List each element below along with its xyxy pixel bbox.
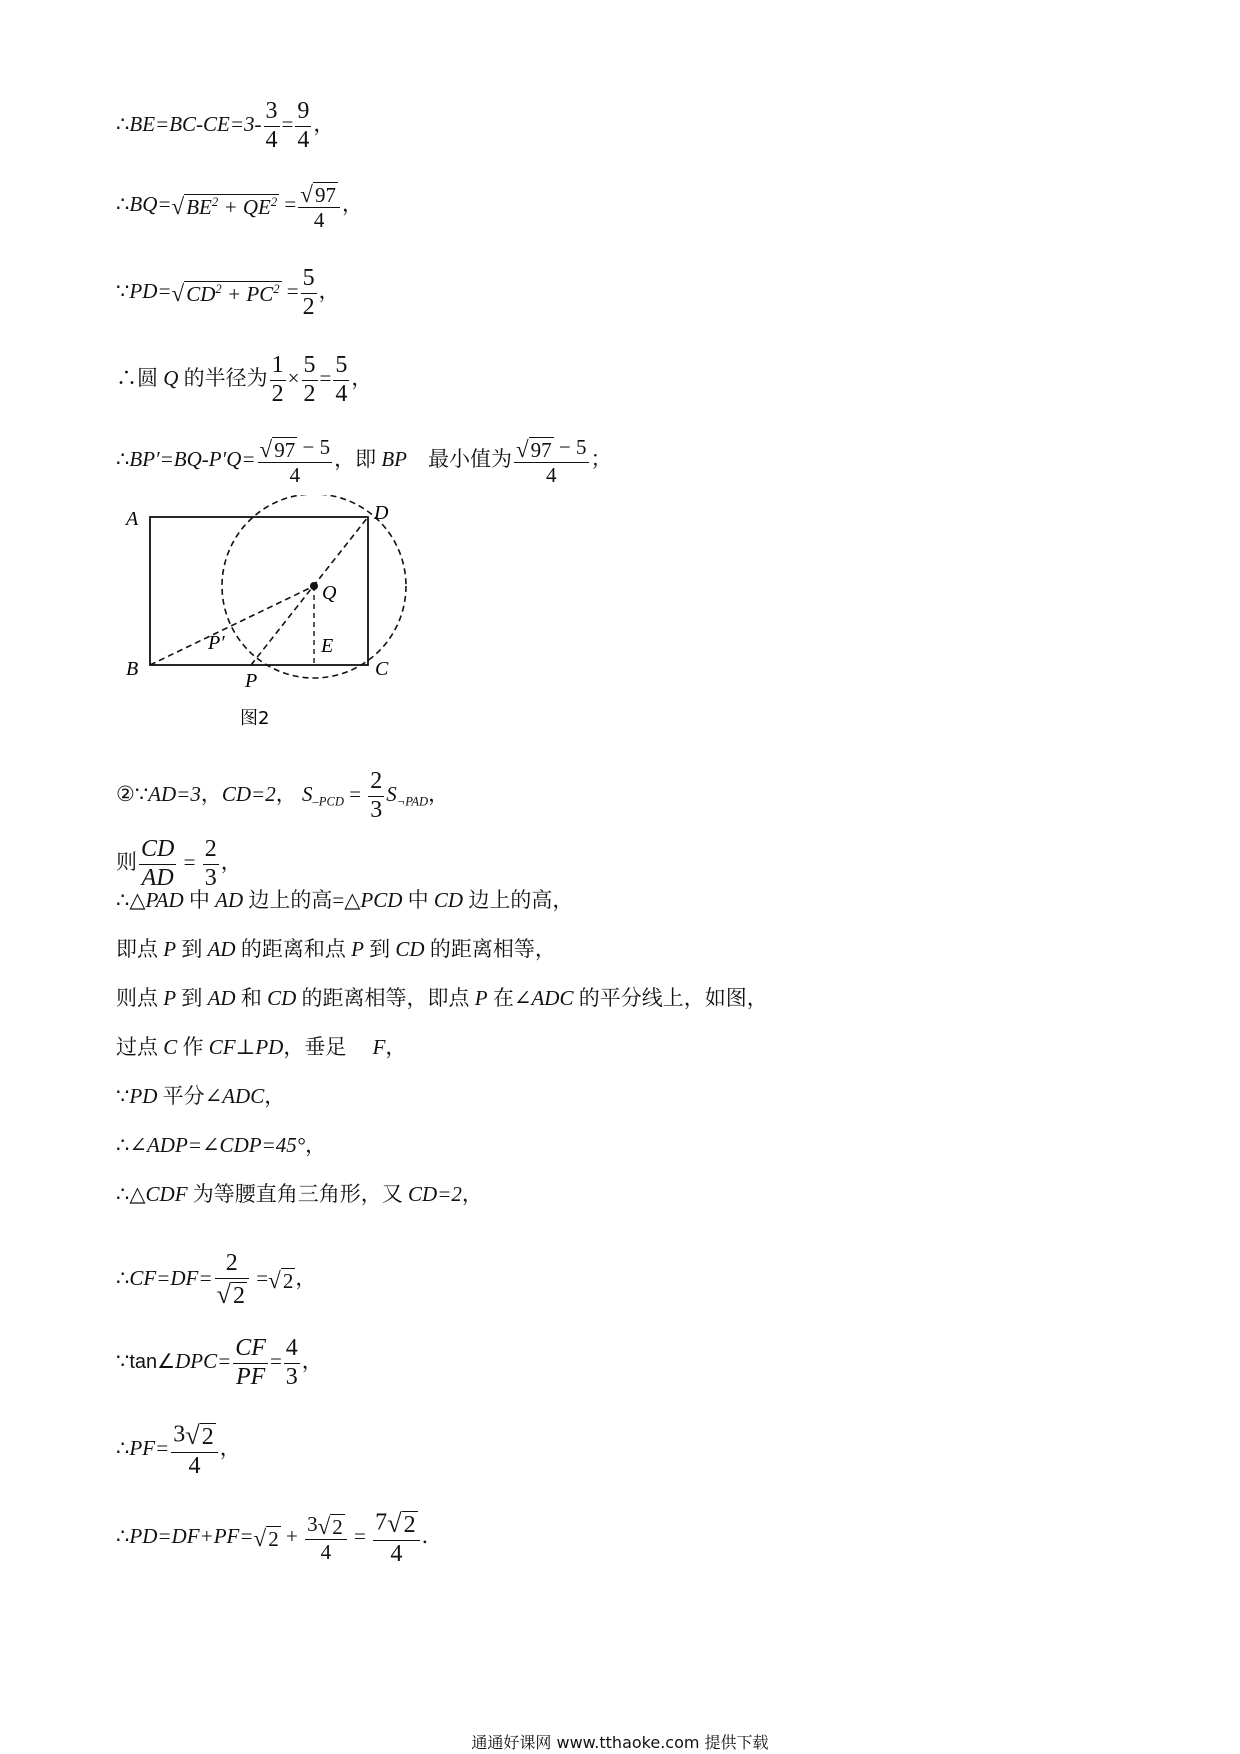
text: ，即 xyxy=(334,447,382,472)
therefore-symbol: ∴ xyxy=(116,111,130,136)
line-be xyxy=(116,98,334,154)
line-bq xyxy=(116,180,363,233)
label-e: E xyxy=(321,635,334,657)
fraction: $\frac{2}{3}$ xyxy=(370,768,383,823)
expr: BE=BC-CE=3- xyxy=(129,111,262,136)
line-radius xyxy=(116,352,372,408)
sqrt-expr: $√CD^2 + PC^2$ xyxy=(171,279,280,306)
label-pprime: P′ xyxy=(208,632,225,654)
text: 最小值为 xyxy=(406,447,512,472)
label-d: D xyxy=(374,502,389,524)
equals: = xyxy=(319,365,332,390)
fraction: $\frac{√97 - 5}{4}$ xyxy=(515,435,587,488)
line-cd-ad: 则 $\frac{CD}{AD}$ = $\frac{2}{3}$ ， xyxy=(116,836,242,891)
text: ②∵ xyxy=(116,781,149,806)
line-pd-bisects: ∵PD 平分∠ADC， xyxy=(116,1084,286,1108)
segment-pd xyxy=(251,517,368,665)
sqrt-expr: $√BE^2 + QE^2$ xyxy=(171,192,278,219)
label-c: C xyxy=(375,658,389,680)
line-cf-df: ∴CF=DF= $\frac{2}{√2}$ =√2， xyxy=(116,1250,317,1309)
times: × xyxy=(287,365,300,390)
line-pd xyxy=(116,265,340,321)
text: ∴圆 xyxy=(116,365,164,390)
fraction: $\frac{5}{2}$ xyxy=(303,352,316,407)
fraction: $\frac{√97}{4}$ xyxy=(298,180,340,233)
fraction: $\frac{4}{3}$ xyxy=(285,1335,298,1390)
fraction: $\frac{3√2}{4}$ xyxy=(171,1420,217,1480)
fraction: $\frac{3}{4}$ xyxy=(265,98,278,153)
fraction: $\frac{3√2}{4}$ xyxy=(305,1512,347,1565)
line-isosceles: ∴△CDF 为等腰直角三角形，又 CD=2， xyxy=(116,1182,483,1206)
var: Q xyxy=(163,365,179,390)
fraction: $\frac{9}{4}$ xyxy=(297,98,310,153)
label-p: P xyxy=(245,670,258,692)
geometry-figure xyxy=(120,495,440,735)
fraction: $\frac{2}{√2}$ xyxy=(215,1250,249,1310)
var: BP xyxy=(381,447,407,472)
fraction: $\frac{1}{2}$ xyxy=(271,352,284,407)
fraction: $\frac{5}{2}$ xyxy=(302,265,315,320)
sqrt-expr: √2 xyxy=(268,1266,294,1293)
line-tan: ∵tan∠DPC= $\frac{CF}{PF}$ = $\frac{4}{3}$ ， xyxy=(116,1335,323,1390)
equals: = xyxy=(279,192,297,217)
line-bisector: 则点 P 到 AD 和 CD 的距离相等，即点 P 在∠ADC 的平分线上，如图， xyxy=(116,986,768,1010)
page-footer: 通通好课网 www.tthaoke.com 提供下载 xyxy=(471,1733,769,1752)
because-symbol: ∵ xyxy=(116,278,130,303)
punct: ， xyxy=(313,111,335,136)
punct: ， xyxy=(351,365,373,390)
fraction: $\frac{7√2}{4}$ xyxy=(373,1508,419,1568)
figure-caption: 图2 xyxy=(240,708,270,729)
label-a: A xyxy=(126,508,139,530)
fraction: $\frac{CD}{AD}$ xyxy=(141,836,175,891)
line-heights: ∴△PAD 中 AD 边上的高=△PCD 中 CD 边上的高， xyxy=(116,888,574,912)
segment-bq xyxy=(150,586,314,665)
line-pf: ∴PF= $\frac{3√2}{4}$ ， xyxy=(116,1420,241,1479)
point-q xyxy=(310,582,318,590)
equals: = xyxy=(281,278,299,303)
expr: PD= xyxy=(129,278,172,303)
punct: ， xyxy=(341,192,363,217)
expr: BQ= xyxy=(129,192,172,217)
fraction: $\frac{5}{4}$ xyxy=(335,352,348,407)
therefore-symbol: ∴ xyxy=(116,447,130,472)
line-pd-final: ∴PD=DF+PF=√2 + $\frac{3√2}{4}$ = $\frac{7√2}{4}$ ． xyxy=(116,1508,443,1567)
label-b: B xyxy=(126,658,139,680)
line-bp-min xyxy=(116,435,612,488)
line-perpendicular: 过点 C 作 CF⊥PD，垂足 F， xyxy=(116,1035,407,1059)
therefore-symbol: ∴ xyxy=(116,192,130,217)
punct: ， xyxy=(318,278,340,303)
expr: BP′=BQ-P′Q= xyxy=(129,447,256,472)
line-area-ratio: ②∵AD=3，CD=2， $S_{-PCD}$ = $\frac{2}{3}$ $S_{\neg PAD}$， xyxy=(116,768,450,823)
line-angles-45: ∴∠ADP=∠CDP=45°， xyxy=(116,1133,327,1157)
sqrt-expr: √2 xyxy=(253,1524,279,1551)
fraction: $\frac{CF}{PF}$ xyxy=(235,1335,266,1390)
text: 的半径为 xyxy=(178,365,268,390)
equals: = xyxy=(281,111,294,136)
line-distance-equal: 即点 P 到 AD 的距离和点 P 到 CD 的距离相等， xyxy=(116,937,556,961)
punct: ； xyxy=(590,447,612,472)
fraction: $\frac{2}{3}$ xyxy=(204,836,217,891)
fraction: $\frac{√97 - 5}{4}$ xyxy=(259,435,331,488)
label-q: Q xyxy=(322,582,337,604)
